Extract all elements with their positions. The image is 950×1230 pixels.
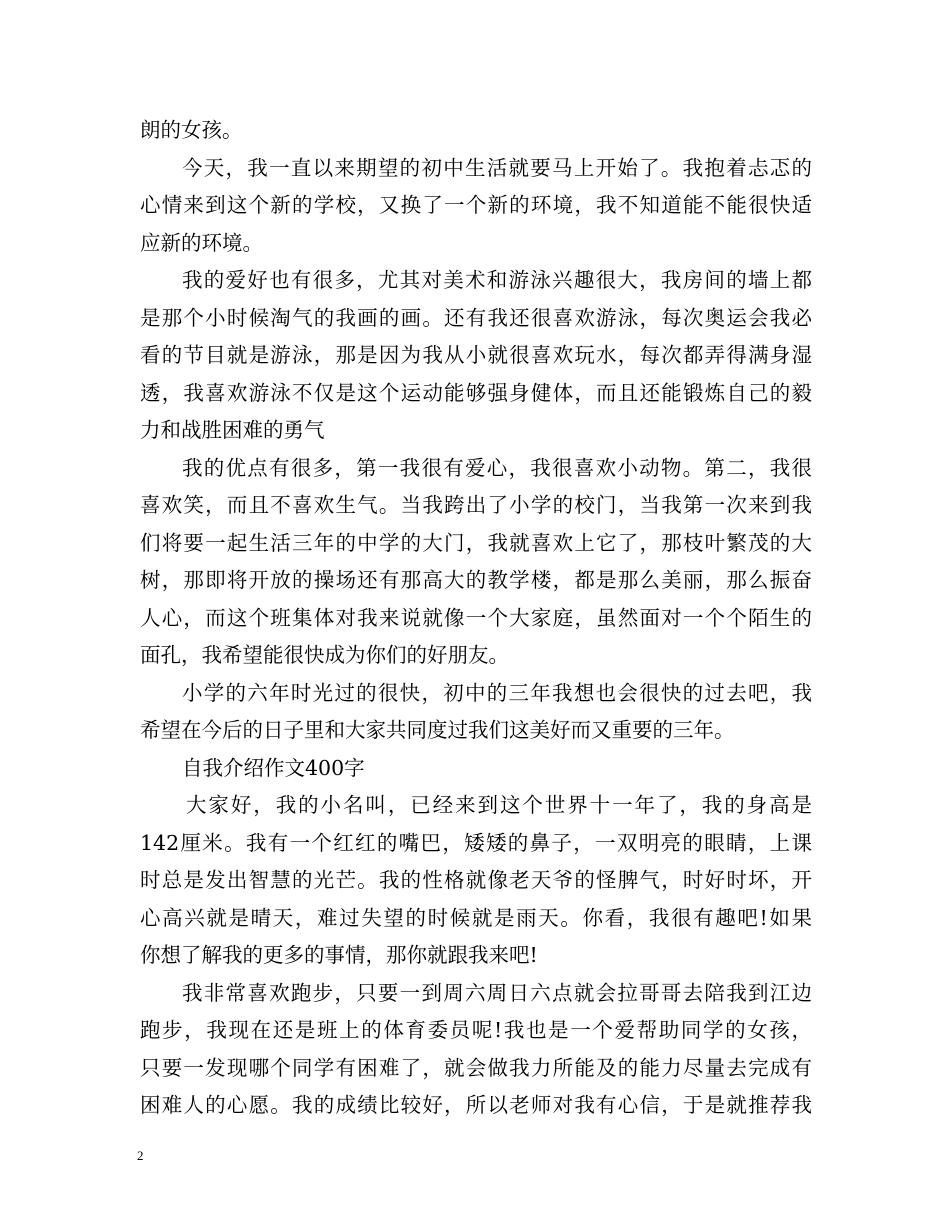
text-line: 时总是发出智慧的光芒。我的性格就像老天爷的怪脾气，时好时坏，开 — [140, 868, 812, 892]
text-line: 人心，而这个班集体对我来说就像一个大家庭，虽然面对一个个陌生的 — [140, 605, 812, 630]
text-line: 心高兴就是晴天，难过失望的时候就是雨天。你看，我很有趣吧!如果 — [140, 905, 812, 930]
text-line: 小学的六年时光过的很快，初中的三年我想也会很快的过去吧，我 — [182, 680, 812, 705]
text-line: 大家好，我的小名叫，已经来到这个世界十一年了，我的身高是 — [186, 793, 812, 817]
text-line: 只要一发现哪个同学有困难了，就会做我力所能及的能力尽量去完成有 — [140, 1055, 812, 1080]
text-line: 我的优点有很多，第一我很有爱心，我很喜欢小动物。第二，我很 — [182, 455, 812, 480]
text-line: 力和战胜困难的勇气 — [140, 418, 325, 442]
text-line: 你想了解我的更多的事情，那你就跟我来吧! — [140, 943, 538, 967]
text-line: 应新的环境。 — [140, 230, 263, 255]
text-line: 心情来到这个新的学校，又换了一个新的环境，我不知道能不能很快适 — [140, 193, 812, 217]
text-line: 我非常喜欢跑步，只要一到周六周日六点就会拉哥哥去陪我到江边 — [182, 980, 812, 1005]
page-number: 2 — [137, 1148, 144, 1163]
text-line: 树，那即将开放的操场还有那高大的教学楼，都是那么美丽，那么振奋 — [140, 568, 812, 592]
text-line: 142厘米。我有一个红红的嘴巴，矮矮的鼻子，一双明亮的眼睛，上课 — [140, 830, 812, 855]
text-line: 朗的女孩。 — [140, 118, 243, 142]
text-line: 今天，我一直以来期望的初中生活就要马上开始了。我抱着忐忑的 — [182, 155, 812, 180]
text-line: 是那个小时候淘气的我画的画。还有我还很喜欢游泳，每次奥运会我必 — [140, 305, 812, 330]
text-line: 喜欢笑，而且不喜欢生气。当我跨出了小学的校门，当我第一次来到我 — [140, 493, 812, 517]
text-line: 希望在今后的日子里和大家共同度过我们这美好而又重要的三年。 — [140, 718, 735, 742]
text-line: 困难人的心愿。我的成绩比较好，所以老师对我有心信，于是就推荐我 — [140, 1093, 812, 1117]
text-line: 跑步，我现在还是班上的体育委员呢!我也是一个爱帮助同学的女孩， — [140, 1018, 812, 1042]
text-line: 我的爱好也有很多，尤其对美术和游泳兴趣很大，我房间的墙上都 — [182, 268, 812, 292]
text-line: 透，我喜欢游泳不仅是这个运动能够强身健体，而且还能锻炼自己的毅 — [140, 380, 812, 405]
section-heading: 自我介绍作文400字 — [182, 755, 365, 780]
document-body — [140, 112, 812, 1125]
text-line: 看的节目就是游泳，那是因为我从小就很喜欢玩水，每次都弄得满身湿 — [140, 343, 812, 367]
text-line: 面孔，我希望能很快成为你们的好朋友。 — [140, 643, 509, 667]
text-line: 们将要一起生活三年的中学的大门，我就喜欢上它了，那枝叶繁茂的大 — [140, 530, 812, 555]
